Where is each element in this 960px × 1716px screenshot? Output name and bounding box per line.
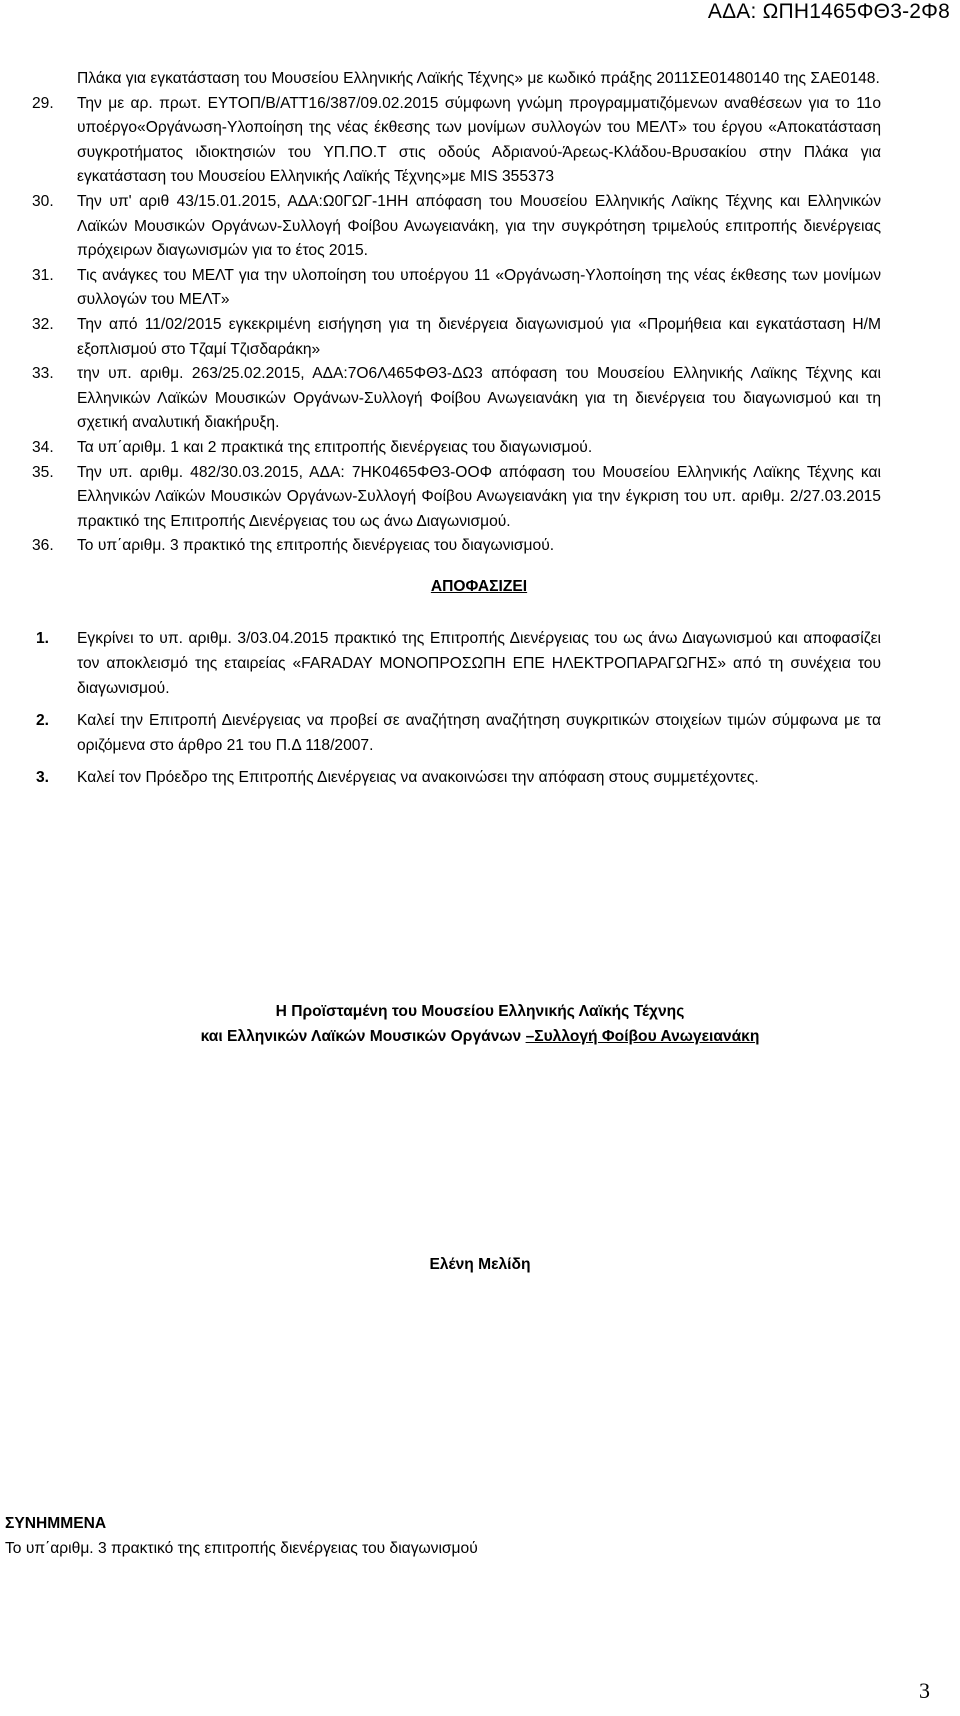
continuation-text: Πλάκα για εγκατάσταση του Μουσείου Ελληνικής Λαϊκής Τέχνης» με κωδικό πράξης 2011ΣΕ01480140 της ΣΑΕ0148. bbox=[77, 70, 880, 87]
decision-item bbox=[36, 709, 881, 758]
list-item bbox=[32, 534, 881, 559]
item-number: 31. bbox=[32, 266, 54, 284]
decision-item bbox=[36, 766, 881, 791]
attachments-title: ΣΥΝΗΜΜΕΝΑ bbox=[5, 1515, 107, 1532]
item-text: Την υπ. αριθμ. 482/30.03.2015, ΑΔΑ: 7ΗΚ0465ΦΘ3-ΟΟΦ απόφαση του Μουσείου Ελληνικής Λαϊκης Τέχνης και Ελληνικών Λαϊκών Μουσικών Οργάνων-Συλλογή Φοίβου Ανωγειανάκη για την έγκριση του υπ. αριθμ. 2/27.03.2015 πρακτικό της Επιτροπής Διενέργειας του ως άνω Διαγωνισμού. bbox=[77, 463, 881, 530]
item-number: 32. bbox=[32, 315, 54, 333]
attachment-item: Το υπ΄αριθμ. 3 πρακτικό της επιτροπής διενέργειας του διαγωνισμού bbox=[5, 1540, 478, 1557]
decisions-list bbox=[36, 627, 881, 791]
item-text: Τα υπ΄αριθμ. 1 και 2 πρακτικά της επιτροπής διενέργειας του διαγωνισμού. bbox=[77, 438, 593, 456]
decision-number: 3. bbox=[36, 769, 50, 787]
list-item bbox=[32, 436, 881, 461]
signature-title-line1: Η Προϊσταμένη του Μουσείου Ελληνικής Λαϊκής Τέχνης bbox=[275, 1003, 685, 1020]
item-text: Την με αρ. πρωτ. ΕΥΤΟΠ/Β/ΑΤΤ16/387/09.02.2015 σύμφωνη γνώμη προγραμματιζόμενων αναθέσεων για το 11ο υποέργο«Οργάνωση-Υλοποίηση της νέας έκθεσης των μονίμων συλλογών του ΜΕΛΤ» του έργου «Αποκατάσταση συγκροτήματος ιδιοκτησιών του ΥΠ.ΠΟ.Τ στις οδούς Αδριανού-Άρεως-Κλάδου-Βρυσακίου στην Πλάκα για εγκατάσταση του Μουσείου Ελληνικής Λαϊκής Τέχνης»με MIS 355373 bbox=[77, 94, 881, 186]
signatory-name: Ελένη Μελίδη bbox=[429, 1256, 531, 1273]
item-text: Την υπ' αριθ 43/15.01.2015, ΑΔΑ:Ω0ΓΩΓ-1ΗΗ απόφαση του Μουσείου Ελληνικής Λαϊκης Τέχνης και Ελληνικών Λαϊκών Μουσικών Οργάνων-Συλλογή Φοίβου Ανωγειανάκη, για την συγκρότηση τριμελούς επιτροπής διενέργειας πρόχειρων διαγωνισμών για το έτος 2015. bbox=[77, 192, 881, 260]
list-item bbox=[32, 92, 881, 190]
item-text: Το υπ΄αριθμ. 3 πρακτικό της επιτροπής διενέργειας του διαγωνισμού. bbox=[77, 537, 555, 555]
list-item bbox=[32, 362, 881, 436]
decision-number: 1. bbox=[36, 630, 50, 648]
decision-text: Καλεί τον Πρόεδρο της Επιτροπής Διενέργειας να ανακοινώσει την απόφαση στους συμμετέχοντες. bbox=[77, 769, 759, 787]
considerations-list bbox=[32, 92, 881, 559]
ada-code: ΑΔΑ: ΩΠΗ1465ΦΘ3-2Φ8 bbox=[707, 0, 950, 23]
signature-title-line2 bbox=[0, 1028, 960, 1046]
item-number: 35. bbox=[32, 463, 54, 481]
signature-collection: –Συλλογή Φοίβου Ανωγειανάκη bbox=[525, 1028, 760, 1045]
document-body bbox=[32, 67, 881, 799]
list-item bbox=[32, 190, 881, 264]
list-item bbox=[32, 461, 881, 535]
decision-heading: ΑΠΟΦΑΣΙΖΕΙ bbox=[430, 577, 528, 595]
item-number: 36. bbox=[32, 537, 54, 555]
item-text: Την από 11/02/2015 εγκεκριμένη εισήγηση για τη διενέργεια διαγωνισμού για «Προμήθεια και εγκατάσταση Η/Μ εξοπλισμού στο Τζαμί Τζισδαράκη» bbox=[77, 315, 881, 358]
item-number: 33. bbox=[32, 365, 54, 383]
item-text: την υπ. αριθμ. 263/25.02.2015, ΑΔΑ:7Ο6Λ465ΦΘ3-ΔΩ3 απόφαση του Μουσείου Ελληνικής Λαϊκης Τέχνης και Ελληνικών Λαϊκών Μουσικών Οργάνων-Συλλογή Φοίβου Ανωγειανάκη για τη διενέργεια του διαγωνισμού και τη σχετική αναλυτική διακήρυξη. bbox=[77, 365, 881, 432]
item-number: 34. bbox=[32, 438, 54, 456]
item-number: 29. bbox=[32, 94, 54, 112]
decision-item bbox=[36, 627, 881, 701]
decision-number: 2. bbox=[36, 712, 50, 730]
decision-text: Καλεί την Επιτροπή Διενέργειας να προβεί σε αναζήτηση αναζήτηση συγκριτικών στοιχείων τιμών σύμφωνα με τα οριζόμενα στο άρθρο 21 του Π.Δ 118/2007. bbox=[77, 712, 881, 754]
item-text: Τις ανάγκες του ΜΕΛΤ για την υλοποίηση του υποέργου 11 «Οργάνωση-Υλοποίηση της νέας έκθεσης των μονίμων συλλογών του ΜΕΛΤ» bbox=[77, 266, 881, 309]
list-item bbox=[32, 264, 881, 313]
item-number: 30. bbox=[32, 192, 54, 210]
decision-text: Εγκρίνει το υπ. αριθμ. 3/03.04.2015 πρακτικό της Επιτροπής Διενέργειας του ως άνω Διαγωνισμού και αποφασίζει τον αποκλεισμό της εταιρείας «FARADAY ΜΟΝΟΠΡΟΣΩΠΗ ΕΠΕ ΗΛΕΚΤΡΟΠΑΡΑΓΩΓΗΣ» από τη συνέχεια του διαγωνισμού. bbox=[77, 630, 881, 697]
page-number: 3 bbox=[919, 1678, 930, 1703]
signature-org: και Ελληνικών Λαϊκών Μουσικών Οργάνων bbox=[200, 1028, 526, 1045]
list-item bbox=[32, 313, 881, 362]
